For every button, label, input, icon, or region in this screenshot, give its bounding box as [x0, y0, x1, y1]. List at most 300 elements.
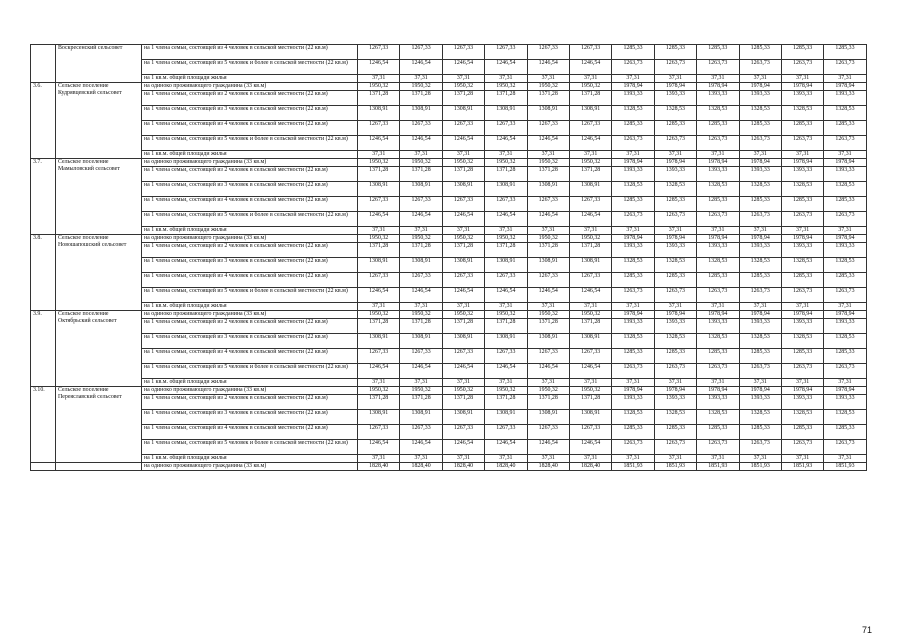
value-cell: 1950,32: [527, 387, 569, 395]
settlement-name: Сельское поселение Мамыловский сельсовет: [56, 159, 142, 235]
norm-description: на 1 члена семьи, состоящей из 4 человек в сельской местности (22 кв.м): [142, 273, 358, 288]
norm-description: на 1 члена семьи, состоящей из 4 человек в сельской местности (22 кв.м): [142, 45, 358, 60]
table-row: [31, 258, 867, 273]
value-cell: 1267,33: [400, 121, 442, 136]
value-cell: 1267,33: [400, 425, 442, 440]
value-cell: 1328,53: [739, 106, 781, 121]
value-cell: 1308,91: [358, 258, 400, 273]
value-cell: 37,31: [527, 75, 569, 83]
table-row: [31, 235, 867, 243]
value-cell: 37,31: [824, 227, 866, 235]
value-cell: 1371,28: [442, 395, 484, 410]
value-cell: 1267,33: [485, 121, 527, 136]
norm-description: на 1 члена семьи, состоящей из 5 человек и более в сельской местности (22 кв.м): [142, 288, 358, 303]
value-cell: 1978,94: [612, 311, 654, 319]
value-cell: 37,31: [442, 75, 484, 83]
value-cell: 37,31: [739, 455, 781, 463]
table-row: [31, 121, 867, 136]
value-cell: 1393,33: [697, 167, 739, 182]
value-cell: 1267,33: [358, 425, 400, 440]
value-cell: 1828,40: [400, 463, 442, 471]
norm-description: на одиноко проживающего гражданина (33 кв.м): [142, 463, 358, 471]
value-cell: 1950,32: [569, 387, 611, 395]
value-cell: 1246,54: [358, 440, 400, 455]
value-cell: 1978,94: [824, 235, 866, 243]
value-cell: 1285,33: [654, 45, 696, 60]
value-cell: 1246,54: [358, 60, 400, 75]
value-cell: 1950,32: [442, 387, 484, 395]
value-cell: 1328,53: [824, 106, 866, 121]
value-cell: 1308,91: [569, 182, 611, 197]
value-cell: 1393,33: [781, 243, 823, 258]
value-cell: 1267,33: [442, 273, 484, 288]
value-cell: 1371,28: [569, 395, 611, 410]
value-cell: 1263,73: [781, 364, 823, 379]
value-cell: 1978,94: [781, 311, 823, 319]
value-cell: 1267,33: [358, 273, 400, 288]
value-cell: 37,31: [569, 455, 611, 463]
value-cell: 1246,54: [400, 60, 442, 75]
table-row: [31, 197, 867, 212]
table-row: [31, 349, 867, 364]
value-cell: 37,31: [485, 75, 527, 83]
value-cell: 1285,33: [824, 273, 866, 288]
value-cell: 1371,28: [442, 319, 484, 334]
value-cell: 1263,73: [654, 440, 696, 455]
value-cell: 1371,28: [400, 167, 442, 182]
value-cell: 1371,28: [358, 319, 400, 334]
value-cell: 1285,33: [781, 45, 823, 60]
value-cell: 1393,33: [781, 91, 823, 106]
value-cell: 1950,32: [569, 159, 611, 167]
value-cell: 1246,54: [442, 288, 484, 303]
settlement-name: Сельское поселение Кудрявцевский сельсовет: [56, 83, 142, 159]
value-cell: 1950,32: [358, 159, 400, 167]
norm-description: на 1 члена семьи, состоящей из 2 человек в сельской местности (22 кв.м): [142, 167, 358, 182]
value-cell: 1393,33: [697, 395, 739, 410]
value-cell: 1950,32: [442, 235, 484, 243]
table-row: [31, 182, 867, 197]
value-cell: 37,31: [527, 151, 569, 159]
value-cell: 1285,33: [781, 273, 823, 288]
value-cell: 1308,91: [569, 258, 611, 273]
value-cell: 1371,28: [400, 319, 442, 334]
value-cell: 1950,32: [400, 235, 442, 243]
value-cell: 1978,94: [781, 83, 823, 91]
value-cell: 1285,33: [654, 197, 696, 212]
value-cell: 1246,54: [485, 288, 527, 303]
value-cell: 1246,54: [400, 136, 442, 151]
value-cell: 1328,53: [697, 182, 739, 197]
value-cell: 1851,93: [697, 463, 739, 471]
value-cell: 1263,73: [739, 212, 781, 227]
value-cell: 1371,28: [485, 91, 527, 106]
value-cell: 37,31: [442, 455, 484, 463]
value-cell: 37,31: [400, 151, 442, 159]
norm-description: на 1 кв.м. общей площади жилья: [142, 75, 358, 83]
value-cell: 1285,33: [697, 45, 739, 60]
value-cell: 1285,33: [654, 273, 696, 288]
value-cell: 37,31: [781, 151, 823, 159]
norm-description: на 1 члена семьи, состоящей из 2 человек в сельской местности (22 кв.м): [142, 91, 358, 106]
value-cell: 1328,53: [612, 182, 654, 197]
norm-description: на 1 кв.м. общей площади жилья: [142, 455, 358, 463]
value-cell: 37,31: [612, 75, 654, 83]
value-cell: 37,31: [527, 303, 569, 311]
table-row: [31, 425, 867, 440]
value-cell: 37,31: [569, 151, 611, 159]
value-cell: 1246,54: [358, 212, 400, 227]
value-cell: 37,31: [654, 379, 696, 387]
value-cell: 1978,94: [781, 235, 823, 243]
table-row: [31, 212, 867, 227]
value-cell: 1851,93: [739, 463, 781, 471]
value-cell: 1950,32: [442, 311, 484, 319]
value-cell: 37,31: [654, 75, 696, 83]
value-cell: 1393,33: [781, 167, 823, 182]
value-cell: 1285,33: [781, 349, 823, 364]
value-cell: 1263,73: [612, 288, 654, 303]
value-cell: 37,31: [612, 227, 654, 235]
value-cell: 1371,28: [527, 243, 569, 258]
value-cell: 37,31: [824, 151, 866, 159]
value-cell: 37,31: [485, 151, 527, 159]
norm-description: на 1 кв.м. общей площади жилья: [142, 303, 358, 311]
norm-description: на 1 кв.м. общей площади жилья: [142, 151, 358, 159]
value-cell: 37,31: [569, 379, 611, 387]
value-cell: 1285,33: [654, 121, 696, 136]
value-cell: 1267,33: [527, 349, 569, 364]
value-cell: 1246,54: [485, 60, 527, 75]
value-cell: 1393,33: [612, 395, 654, 410]
value-cell: 1950,32: [569, 235, 611, 243]
value-cell: 1263,73: [612, 440, 654, 455]
value-cell: 37,31: [781, 303, 823, 311]
value-cell: 1393,33: [739, 167, 781, 182]
value-cell: 37,31: [442, 227, 484, 235]
value-cell: 1263,73: [612, 60, 654, 75]
value-cell: 1246,54: [358, 364, 400, 379]
value-cell: 37,31: [612, 151, 654, 159]
value-cell: 1308,91: [527, 334, 569, 349]
value-cell: 37,31: [781, 227, 823, 235]
value-cell: 1978,94: [781, 387, 823, 395]
table-row: [31, 288, 867, 303]
norm-description: на 1 члена семьи, состоящей из 4 человек в сельской местности (22 кв.м): [142, 197, 358, 212]
value-cell: 37,31: [485, 303, 527, 311]
value-cell: 1371,28: [485, 243, 527, 258]
norm-description: на 1 члена семьи, состоящей из 5 человек и более в сельской местности (22 кв.м): [142, 136, 358, 151]
value-cell: 1328,53: [654, 334, 696, 349]
value-cell: 1308,91: [442, 182, 484, 197]
value-cell: 1371,28: [358, 91, 400, 106]
value-cell: 37,31: [442, 151, 484, 159]
value-cell: 1978,94: [739, 235, 781, 243]
value-cell: 1978,94: [697, 235, 739, 243]
norm-description: на 1 члена семьи, состоящей из 4 человек в сельской местности (22 кв.м): [142, 121, 358, 136]
norm-description: на одиноко проживающего гражданина (33 кв.м): [142, 83, 358, 91]
value-cell: 1371,28: [442, 243, 484, 258]
settlement-name: Воскресенский сельсовет: [56, 45, 142, 83]
value-cell: 1393,33: [739, 395, 781, 410]
value-cell: 1285,33: [824, 197, 866, 212]
value-cell: 1308,91: [485, 106, 527, 121]
value-cell: 1267,33: [400, 273, 442, 288]
page-number: 71: [862, 625, 873, 635]
value-cell: 37,31: [569, 75, 611, 83]
value-cell: 1978,94: [824, 83, 866, 91]
settlement-name: Сельское поселение Новошапошский сельсовет: [56, 235, 142, 311]
value-cell: 1246,54: [527, 364, 569, 379]
norm-description: на 1 члена семьи, состоящей из 5 человек и более в сельской местности (22 кв.м): [142, 212, 358, 227]
value-cell: 1393,33: [824, 243, 866, 258]
value-cell: 1978,94: [739, 159, 781, 167]
value-cell: 1246,54: [442, 60, 484, 75]
value-cell: 1950,32: [358, 83, 400, 91]
value-cell: 1267,33: [569, 273, 611, 288]
value-cell: 37,31: [697, 151, 739, 159]
value-cell: 1267,33: [442, 197, 484, 212]
value-cell: 1263,73: [697, 136, 739, 151]
value-cell: 37,31: [400, 379, 442, 387]
norm-description: на 1 члена семьи, состоящей из 4 человек в сельской местности (22 кв.м): [142, 425, 358, 440]
value-cell: 37,31: [527, 455, 569, 463]
table-row: [31, 83, 867, 91]
value-cell: 37,31: [739, 151, 781, 159]
value-cell: 1950,32: [400, 159, 442, 167]
value-cell: 1851,93: [654, 463, 696, 471]
value-cell: 1978,94: [697, 159, 739, 167]
norm-description: на 1 члена семьи, состоящей из 3 человек в сельской местности (22 кв.м): [142, 410, 358, 425]
value-cell: 1950,32: [485, 387, 527, 395]
value-cell: 1978,94: [697, 311, 739, 319]
value-cell: 1263,73: [697, 364, 739, 379]
value-cell: 1950,32: [527, 235, 569, 243]
value-cell: 1978,94: [739, 311, 781, 319]
value-cell: 1950,32: [485, 311, 527, 319]
table-row: [31, 91, 867, 106]
value-cell: 1263,73: [654, 136, 696, 151]
section-code: [31, 45, 56, 83]
value-cell: 1328,53: [824, 182, 866, 197]
table-row: [31, 136, 867, 151]
value-cell: 1978,94: [739, 387, 781, 395]
value-cell: 1263,73: [739, 136, 781, 151]
value-cell: 1267,33: [569, 425, 611, 440]
value-cell: 1308,91: [527, 258, 569, 273]
value-cell: 1263,73: [697, 60, 739, 75]
value-cell: 1267,33: [527, 197, 569, 212]
table-row: [31, 243, 867, 258]
section-code: 3.10.: [31, 387, 56, 463]
value-cell: 1371,28: [442, 167, 484, 182]
value-cell: 1246,54: [569, 136, 611, 151]
value-cell: 1328,53: [654, 182, 696, 197]
value-cell: 1246,54: [569, 212, 611, 227]
value-cell: 1308,91: [527, 182, 569, 197]
norm-description: на 1 члена семьи, состоящей из 2 человек в сельской местности (22 кв.м): [142, 395, 358, 410]
value-cell: 1978,94: [654, 387, 696, 395]
value-cell: 1267,33: [400, 197, 442, 212]
value-cell: 1246,54: [485, 440, 527, 455]
value-cell: 37,31: [824, 303, 866, 311]
value-cell: 1950,32: [358, 311, 400, 319]
value-cell: 1246,54: [527, 136, 569, 151]
value-cell: 1308,91: [485, 410, 527, 425]
table-row: [31, 440, 867, 455]
value-cell: 37,31: [781, 455, 823, 463]
value-cell: 1246,54: [569, 288, 611, 303]
table-row: [31, 319, 867, 334]
value-cell: 1371,28: [400, 243, 442, 258]
value-cell: 1246,54: [442, 212, 484, 227]
value-cell: 1263,73: [739, 60, 781, 75]
value-cell: 1246,54: [485, 136, 527, 151]
value-cell: 1263,73: [824, 288, 866, 303]
value-cell: 1978,94: [739, 83, 781, 91]
value-cell: 1828,40: [358, 463, 400, 471]
value-cell: 1267,33: [485, 197, 527, 212]
value-cell: 37,31: [654, 227, 696, 235]
norm-description: на 1 кв.м. общей площади жилья: [142, 227, 358, 235]
value-cell: 37,31: [824, 379, 866, 387]
value-cell: 37,31: [485, 455, 527, 463]
value-cell: 1328,53: [697, 106, 739, 121]
value-cell: 1308,91: [400, 334, 442, 349]
value-cell: 1308,91: [400, 258, 442, 273]
value-cell: 1978,94: [612, 387, 654, 395]
value-cell: 1371,28: [358, 395, 400, 410]
value-cell: 1246,54: [400, 212, 442, 227]
value-cell: 1393,33: [654, 395, 696, 410]
value-cell: 37,31: [612, 455, 654, 463]
value-cell: 1263,73: [739, 288, 781, 303]
value-cell: 1371,28: [569, 319, 611, 334]
value-cell: 1308,91: [442, 410, 484, 425]
value-cell: 1267,33: [400, 349, 442, 364]
value-cell: 1308,91: [400, 182, 442, 197]
value-cell: 1308,91: [442, 334, 484, 349]
value-cell: 1950,32: [569, 83, 611, 91]
value-cell: 1371,28: [485, 319, 527, 334]
value-cell: 1263,73: [781, 288, 823, 303]
value-cell: 1246,54: [442, 364, 484, 379]
value-cell: 37,31: [442, 303, 484, 311]
value-cell: 1371,28: [358, 243, 400, 258]
value-cell: 1285,33: [612, 273, 654, 288]
value-cell: 1285,33: [612, 349, 654, 364]
value-cell: 37,31: [654, 455, 696, 463]
value-cell: 1978,94: [824, 311, 866, 319]
value-cell: 1978,94: [654, 311, 696, 319]
value-cell: 1263,73: [654, 288, 696, 303]
value-cell: 1263,73: [781, 136, 823, 151]
table-row: [31, 379, 867, 387]
value-cell: 1246,54: [485, 364, 527, 379]
value-cell: 1246,54: [442, 136, 484, 151]
value-cell: 1828,40: [442, 463, 484, 471]
value-cell: 1263,73: [612, 364, 654, 379]
table-row: [31, 311, 867, 319]
value-cell: 1328,53: [697, 258, 739, 273]
value-cell: 37,31: [400, 455, 442, 463]
table-row: [31, 410, 867, 425]
value-cell: 37,31: [654, 151, 696, 159]
value-cell: 1393,33: [739, 91, 781, 106]
value-cell: 1246,54: [527, 212, 569, 227]
value-cell: 1285,33: [654, 425, 696, 440]
norm-description: на 1 члена семьи, состоящей из 3 человек в сельской местности (22 кв.м): [142, 334, 358, 349]
value-cell: 1308,91: [527, 410, 569, 425]
value-cell: 1246,54: [400, 440, 442, 455]
value-cell: 37,31: [739, 75, 781, 83]
value-cell: 1267,33: [527, 121, 569, 136]
value-cell: 1246,54: [527, 288, 569, 303]
norm-description: на 1 члена семьи, состоящей из 4 человек в сельской местности (22 кв.м): [142, 349, 358, 364]
value-cell: 1246,54: [569, 440, 611, 455]
value-cell: 1978,94: [697, 387, 739, 395]
value-cell: 1828,40: [485, 463, 527, 471]
value-cell: 1371,28: [442, 91, 484, 106]
value-cell: 1285,33: [824, 349, 866, 364]
value-cell: 37,31: [358, 455, 400, 463]
value-cell: 1285,33: [739, 273, 781, 288]
value-cell: 1393,33: [612, 243, 654, 258]
norm-description: на 1 члена семьи, состоящей из 3 человек в сельской местности (22 кв.м): [142, 106, 358, 121]
value-cell: 1267,33: [485, 45, 527, 60]
settlement-name: Сельское поселение Октябрьский сельсовет: [56, 311, 142, 387]
value-cell: 1393,33: [612, 91, 654, 106]
value-cell: 37,31: [442, 379, 484, 387]
value-cell: 1328,53: [612, 410, 654, 425]
value-cell: 1246,54: [400, 364, 442, 379]
value-cell: 1285,33: [697, 273, 739, 288]
value-cell: 1263,73: [654, 212, 696, 227]
value-cell: 1950,32: [400, 387, 442, 395]
value-cell: 1328,53: [739, 410, 781, 425]
value-cell: 1308,91: [400, 106, 442, 121]
value-cell: 1285,33: [654, 349, 696, 364]
value-cell: 37,31: [697, 303, 739, 311]
value-cell: 1328,53: [781, 410, 823, 425]
value-cell: 1267,33: [442, 121, 484, 136]
value-cell: 1246,54: [527, 60, 569, 75]
value-cell: 1328,53: [739, 182, 781, 197]
value-cell: 1263,73: [612, 212, 654, 227]
value-cell: 1246,54: [485, 212, 527, 227]
norm-description: на одиноко проживающего гражданина (33 кв.м): [142, 159, 358, 167]
value-cell: 1393,33: [697, 91, 739, 106]
value-cell: 1285,33: [739, 45, 781, 60]
value-cell: 1267,33: [358, 197, 400, 212]
value-cell: 37,31: [358, 227, 400, 235]
value-cell: 1285,33: [697, 197, 739, 212]
norm-description: на 1 члена семьи, состоящей из 2 человек в сельской местности (22 кв.м): [142, 319, 358, 334]
table-row: [31, 106, 867, 121]
value-cell: 1328,53: [654, 410, 696, 425]
value-cell: 1285,33: [612, 121, 654, 136]
value-cell: 1263,73: [654, 60, 696, 75]
value-cell: 1978,94: [612, 83, 654, 91]
value-cell: 1950,32: [485, 83, 527, 91]
value-cell: 1263,73: [781, 440, 823, 455]
value-cell: 1978,94: [654, 235, 696, 243]
value-cell: 1285,33: [739, 121, 781, 136]
table-row: [31, 273, 867, 288]
value-cell: 1851,93: [781, 463, 823, 471]
section-code: [31, 463, 56, 471]
value-cell: 1267,33: [569, 45, 611, 60]
